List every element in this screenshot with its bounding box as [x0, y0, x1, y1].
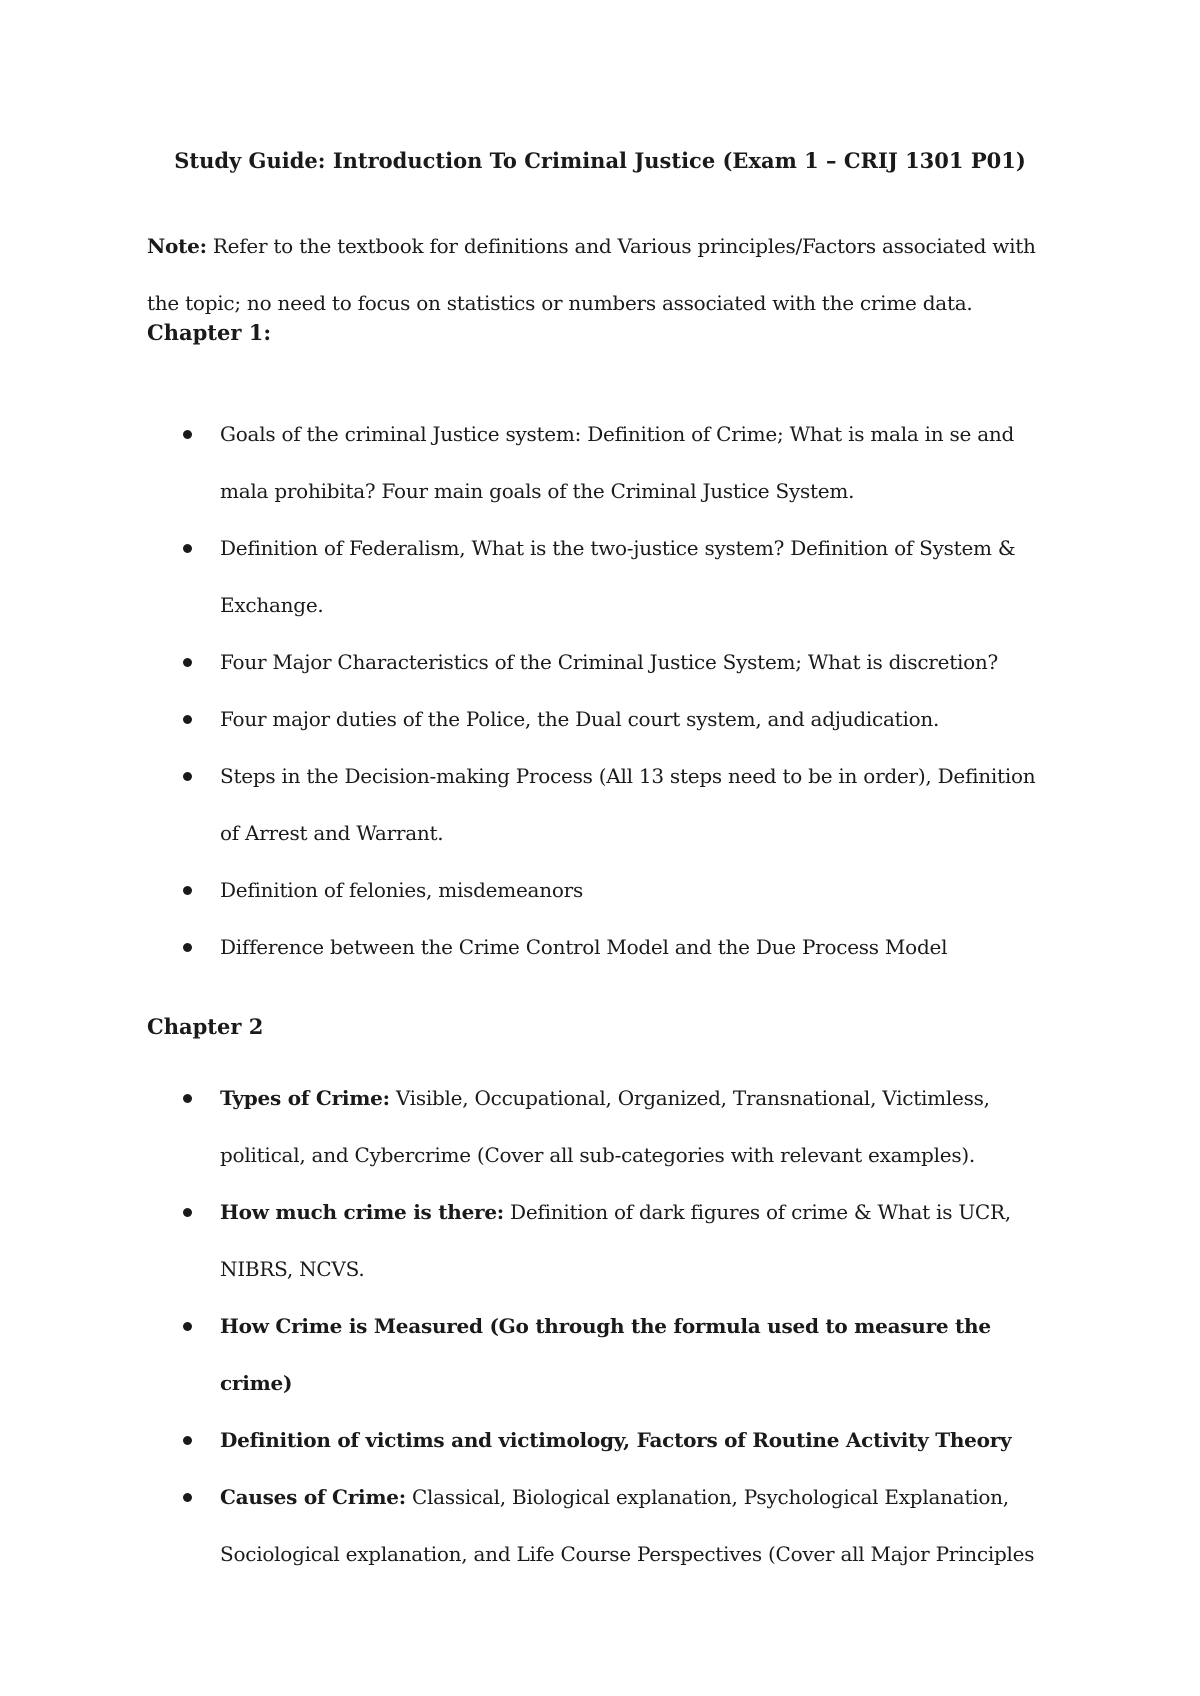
list-item-text: Four major duties of the Police, the Dual court system, and adjudication. [220, 707, 940, 731]
list-item [0, 1070, 1060, 1184]
list-item-text: Steps in the Decision-making Process (All 13 steps need to be in order), Definition of Arrest and Warrant. [220, 764, 1036, 845]
list-item-text: Definition of felonies, misdemeanors [220, 878, 583, 902]
list-item-text: Four Major Characteristics of the Criminal Justice System; What is discretion? [220, 650, 999, 674]
list-item-text: Classical, Biological explanation, Psychological Explanation, Sociological explanation, and Life Course Perspectives (Cover all Major Principles [220, 1485, 1035, 1566]
list-item [0, 406, 1060, 520]
chapter-1-heading: Chapter 1: [147, 320, 272, 345]
list-item [0, 634, 1060, 691]
list-item [0, 919, 1060, 976]
bullet-icon [183, 1094, 192, 1103]
bullet-icon [183, 943, 192, 952]
list-item-lead: How Crime is Measured (Go through the formula used to measure the crime) [220, 1314, 991, 1395]
list-item [0, 520, 1060, 634]
chapter-2-heading: Chapter 2 [147, 1014, 264, 1039]
list-item-text: Definition of dark figures of crime & What is UCR, NIBRS, NCVS. [220, 1200, 1011, 1281]
bullet-icon [183, 715, 192, 724]
bullet-icon [183, 1436, 192, 1445]
bullet-icon [183, 772, 192, 781]
note-text: Refer to the textbook for definitions and Various principles/Factors associated with the topic; no need to focus on statistics or numbers associated with the crime data. [147, 234, 1036, 315]
list-item-text: Goals of the criminal Justice system: Definition of Crime; What is mala in se and mala prohibita? Four main goals of the Criminal Justice System. [220, 422, 1015, 503]
list-item [0, 1298, 1060, 1412]
bullet-icon [183, 1493, 192, 1502]
bullet-icon [183, 1322, 192, 1331]
list-item-lead: Causes of Crime: [220, 1485, 406, 1509]
chapter-1-list [0, 406, 1100, 976]
list-item [0, 1469, 1060, 1583]
list-item-text: Visible, Occupational, Organized, Transnational, Victimless, political, and Cybercrime (Cover all sub-categories with relevant examples). [220, 1086, 990, 1167]
bullet-icon [183, 544, 192, 553]
list-item [0, 748, 1060, 862]
list-item-lead: How much crime is there: [220, 1200, 504, 1224]
list-item [0, 1184, 1060, 1298]
list-item [0, 691, 1060, 748]
note-paragraph [147, 218, 1067, 332]
bullet-icon [183, 430, 192, 439]
list-item-lead: Types of Crime: [220, 1086, 390, 1110]
list-item-text: Definition of Federalism, What is the two-justice system? Definition of System & Exchange. [220, 536, 1016, 617]
page-title: Study Guide: Introduction To Criminal Justice (Exam 1 – CRIJ 1301 P01) [174, 148, 1026, 173]
list-item-text: Difference between the Crime Control Model and the Due Process Model [220, 935, 948, 959]
list-item [0, 1412, 1060, 1469]
chapter-2-list [0, 1070, 1100, 1583]
list-item-lead: Definition of victims and victimology, Factors of Routine Activity Theory [220, 1428, 1012, 1452]
bullet-icon [183, 658, 192, 667]
bullet-icon [183, 886, 192, 895]
list-item [0, 862, 1060, 919]
note-label: Note: [147, 234, 207, 258]
bullet-icon [183, 1208, 192, 1217]
